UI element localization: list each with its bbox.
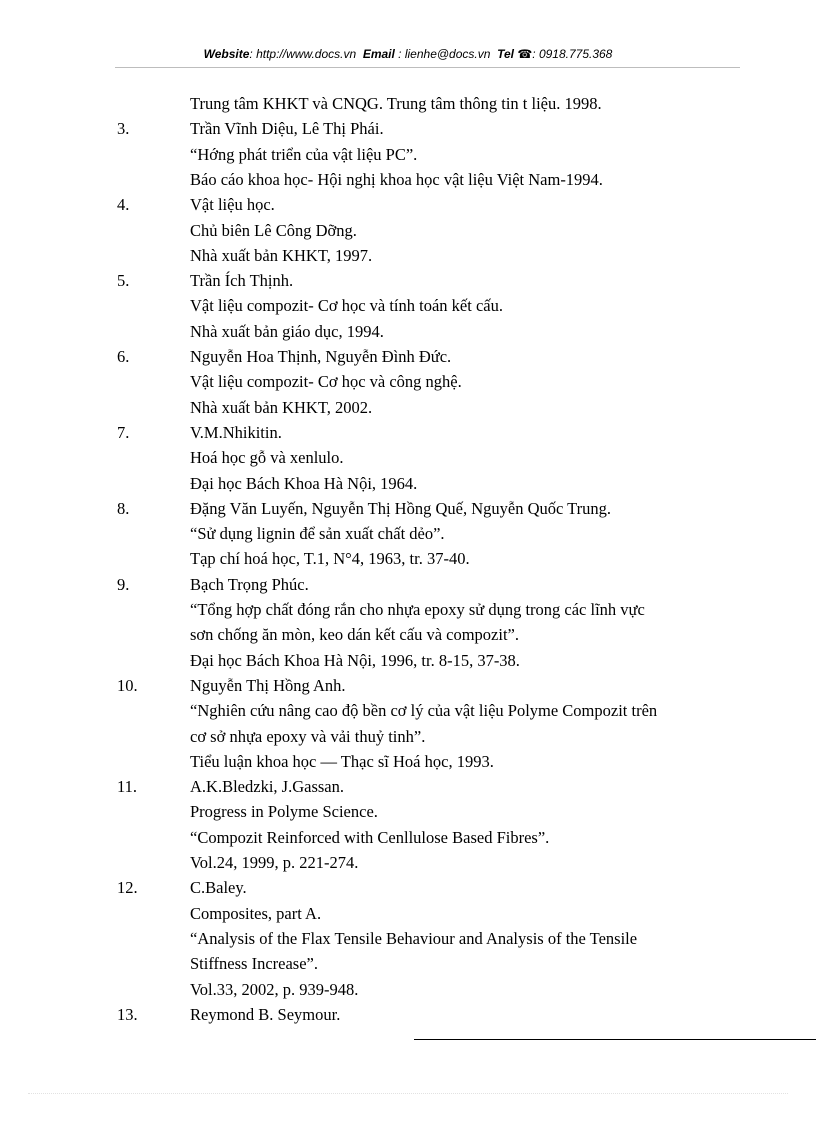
reference-line: [0, 725, 816, 749]
reference-number: 5.: [117, 271, 130, 290]
reference-line: [0, 826, 816, 850]
reference-text: Hoá học gỗ và xenlulo.: [190, 448, 344, 467]
reference-text: Trần Ích Thịnh.: [190, 271, 294, 290]
reference-text: V.M.Nhikitin.: [190, 423, 282, 442]
reference-text: Stiffness Increase”.: [190, 954, 318, 973]
reference-entry-start: [0, 269, 816, 293]
reference-number: 4.: [117, 195, 130, 214]
reference-line: [0, 598, 816, 622]
reference-text: Vật liệu học.: [190, 195, 275, 214]
reference-line: [0, 168, 816, 192]
reference-text: Nhà xuất bản KHKT, 2002.: [190, 398, 373, 417]
page-header: [0, 47, 816, 61]
reference-text: Báo cáo khoa học- Hội nghị khoa học vật liệu Việt Nam-1994.: [190, 170, 603, 189]
reference-text: C.Baley.: [190, 878, 247, 897]
reference-text: Vật liệu compozit- Cơ học và công nghệ.: [190, 372, 462, 391]
reference-line: [0, 396, 816, 420]
reference-number: 10.: [117, 676, 138, 695]
reference-line: [0, 244, 816, 268]
reference-entry-start: [0, 421, 816, 445]
reference-entry-start: [0, 497, 816, 521]
reference-text: Trung tâm KHKT và CNQG. Trung tâm thông tin t liệu. 1998.: [190, 94, 602, 113]
website-label: Website: [203, 47, 250, 61]
reference-entry-start: [0, 193, 816, 217]
reference-text: Nguyễn Hoa Thịnh, Nguyễn Đình Đức.: [190, 347, 452, 366]
reference-line: [0, 699, 816, 723]
reference-line: [0, 522, 816, 546]
reference-text: “Nghiên cứu nâng cao độ bền cơ lý của vật liệu Polyme Compozit trên: [190, 701, 658, 720]
reference-line: [0, 547, 816, 571]
reference-text: Nguyễn Thị Hồng Anh.: [190, 676, 346, 695]
reference-text: Trần Vĩnh Diệu, Lê Thị Phái.: [190, 119, 384, 138]
reference-number: 9.: [117, 575, 130, 594]
reference-text: “Analysis of the Flax Tensile Behaviour and Analysis of the Tensile: [190, 929, 638, 948]
reference-text: Tiểu luận khoa học — Thạc sĩ Hoá học, 1993.: [190, 752, 494, 771]
reference-line: [0, 370, 816, 394]
email-address[interactable]: : lienhe@docs.vn: [398, 47, 491, 61]
reference-line: [0, 623, 816, 647]
tel-number: : 0918.775.368: [532, 47, 613, 61]
reference-entry-start: [0, 1003, 816, 1027]
reference-text: “Tổng hợp chất đóng rắn cho nhựa epoxy sử dụng trong các lĩnh vực: [190, 600, 645, 619]
reference-text: “Compozit Reinforced with Cenllulose Based Fibres”.: [190, 828, 550, 847]
reference-line: [0, 750, 816, 774]
reference-number: 8.: [117, 499, 130, 518]
reference-text: “Sử dụng lignin để sản xuất chất dẻo”.: [190, 524, 445, 543]
reference-text: Chủ biên Lê Công Dỡng.: [190, 221, 357, 240]
reference-line: [0, 927, 816, 951]
reference-text: Vật liệu compozit- Cơ học và tính toán kết cấu.: [190, 296, 503, 315]
reference-text: Đại học Bách Khoa Hà Nội, 1964.: [190, 474, 418, 493]
reference-line: [0, 219, 816, 243]
footnote-divider: [414, 1039, 816, 1040]
reference-line: [0, 472, 816, 496]
reference-number: 7.: [117, 423, 130, 442]
reference-entry-start: [0, 674, 816, 698]
reference-line: [0, 851, 816, 875]
reference-line: [0, 978, 816, 1002]
reference-text: Vol.24, 1999, p. 221-274.: [190, 853, 359, 872]
reference-number: 11.: [117, 777, 138, 796]
reference-text: sơn chống ăn mòn, keo dán kết cấu và compozit”.: [190, 625, 520, 644]
reference-text: Progress in Polyme Science.: [190, 802, 378, 821]
reference-text: Đại học Bách Khoa Hà Nội, 1996, tr. 8-15, 37-38.: [190, 651, 520, 670]
reference-number: 13.: [117, 1005, 138, 1024]
reference-entry-start: [0, 117, 816, 141]
reference-number: 6.: [117, 347, 130, 366]
reference-text: Vol.33, 2002, p. 939-948.: [190, 980, 359, 999]
reference-line: [0, 800, 816, 824]
reference-text: Reymond B. Seymour.: [190, 1005, 341, 1024]
tel-label: Tel: [497, 47, 514, 61]
reference-number: 12.: [117, 878, 138, 897]
reference-line: [0, 446, 816, 470]
reference-entry-start: [0, 775, 816, 799]
reference-text: Tạp chí hoá học, T.1, N°4, 1963, tr. 37-40.: [190, 549, 470, 568]
reference-line: [0, 320, 816, 344]
reference-entry-start: [0, 345, 816, 369]
reference-text: Đặng Văn Luyến, Nguyễn Thị Hồng Quế, Nguyễn Quốc Trung.: [190, 499, 612, 518]
reference-line: [0, 92, 816, 116]
reference-number: 3.: [117, 119, 130, 138]
email-label: Email: [362, 47, 395, 61]
phone-icon: ☎: [517, 47, 533, 61]
reference-line: [0, 143, 816, 167]
reference-line: [0, 294, 816, 318]
reference-line: [0, 952, 816, 976]
website-url[interactable]: : http://www.docs.vn: [249, 47, 357, 61]
reference-text: cơ sở nhựa epoxy và vải thuỷ tinh”.: [190, 727, 426, 746]
reference-text: Bạch Trọng Phúc.: [190, 575, 309, 594]
reference-line: [0, 649, 816, 673]
reference-text: A.K.Bledzki, J.Gassan.: [190, 777, 344, 796]
reference-text: Nhà xuất bản giáo dục, 1994.: [190, 322, 384, 341]
reference-line: [0, 902, 816, 926]
reference-text: Composites, part A.: [190, 904, 322, 923]
reference-text: “Hớng phát triển của vật liệu PC”.: [190, 145, 418, 164]
header-divider: [115, 67, 740, 68]
reference-text: Nhà xuất bản KHKT, 1997.: [190, 246, 373, 265]
reference-entry-start: [0, 876, 816, 900]
reference-entry-start: [0, 573, 816, 597]
page-bottom-border: [28, 1093, 788, 1094]
